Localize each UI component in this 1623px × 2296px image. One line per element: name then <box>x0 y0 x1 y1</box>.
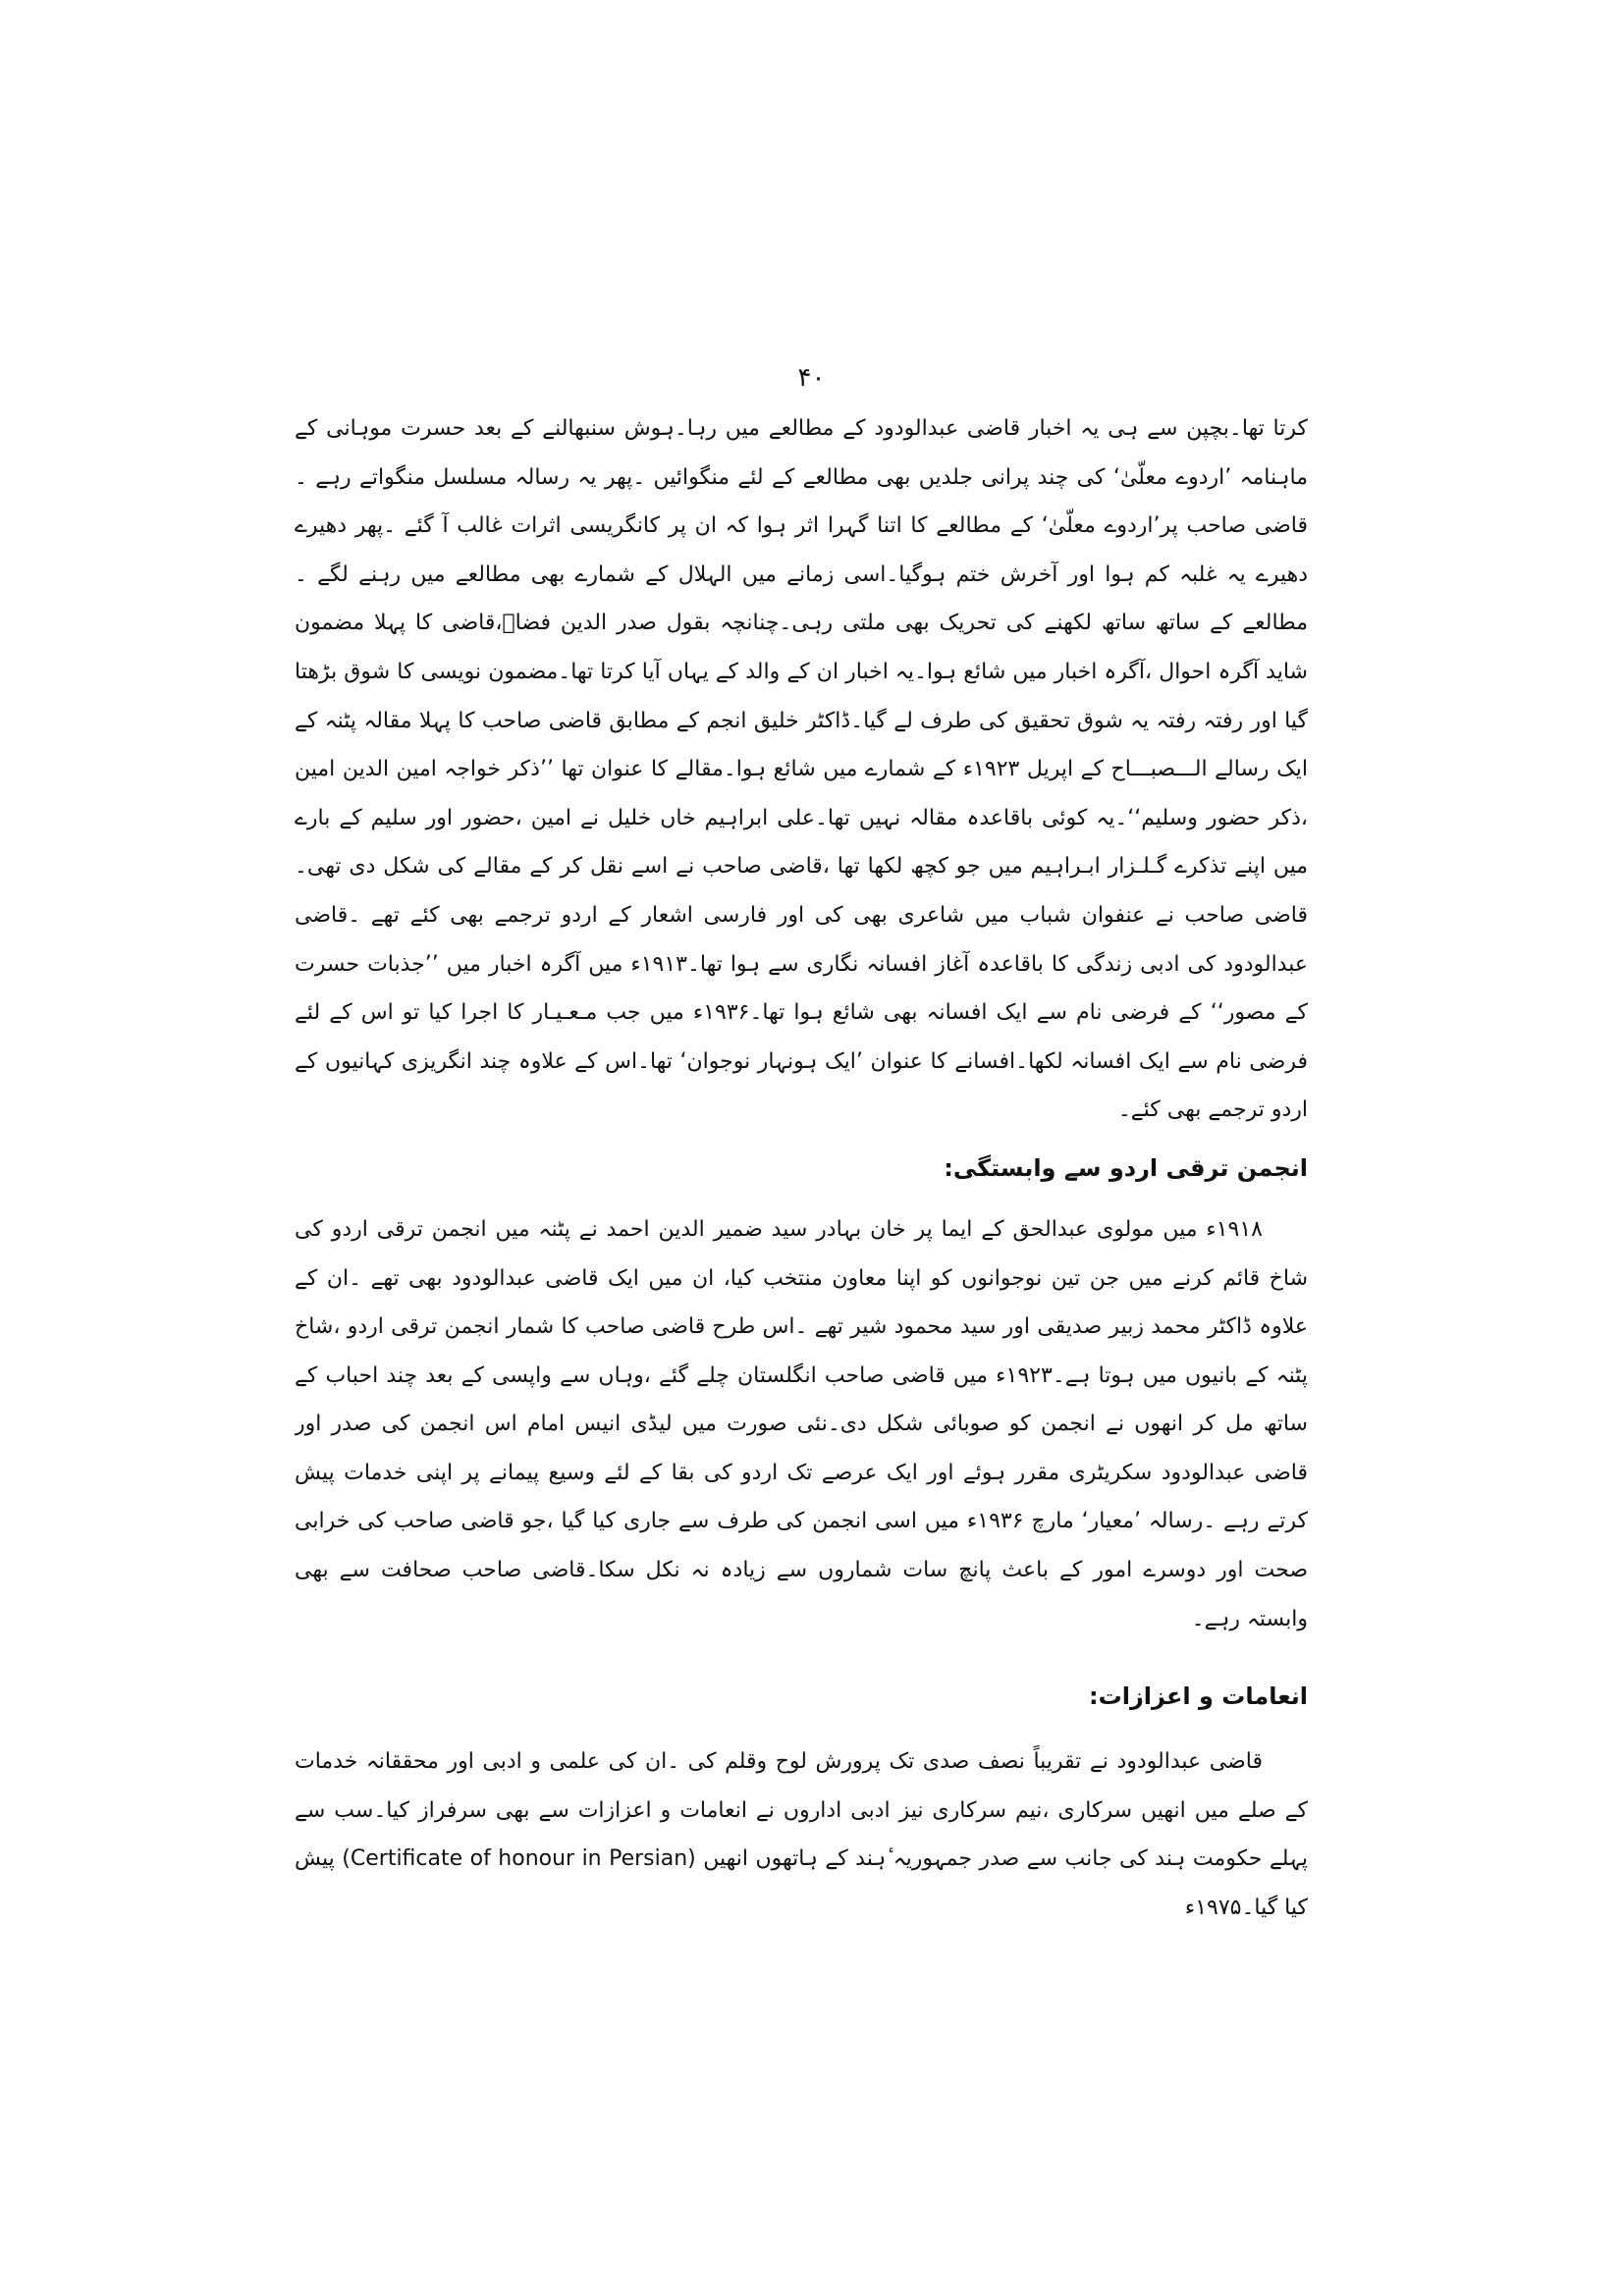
page-body <box>295 404 1308 2250</box>
section-heading-awards: انعامات و اعزازات: <box>1089 1682 1308 1711</box>
paragraph-early-life: کرتا تھا۔بچپن سے ہی یہ اخبار قاضی عبدالودود کے مطالعے میں رہا۔ہوش سنبھالنے کے بعد حسرت موہانی کے ماہنامہ ’اردوے معلّیٰ‘ کی چند پرانی جلدیں بھی مطالعے کے لئے منگوائیں ۔پھر یہ رسالہ مسلسل منگواتے رہے ۔قاضی صاحب پر’اردوے معلّیٰ‘ کے مطالعے کا اتنا گہرا اثر ہوا کہ ان پر کانگریسی اثرات غالب آ گئے ۔پھر دھیرے دھیرے یہ غلبہ کم ہوا اور آخرش ختم ہوگیا۔اسی زمانے میں الہلال کے شمارے بھی مطالعے میں رہنے لگے ۔مطالعے کے ساتھ ساتھ لکھنے کی تحریک بھی ملتی رہی۔چنانچہ بقول صدر الدین فضاؔ،قاضی کا پہلا مضمون شاید آگرہ احوال ،آگرہ اخبار میں شائع ہوا۔یہ اخبار ان کے والد کے یہاں آیا کرتا تھا۔مضمون نویسی کا شوق بڑھتا گیا اور رفتہ رفتہ یہ شوق تحقیق کی طرف لے گیا۔ڈاکٹر خلیق انجم کے مطابق قاضی صاحب کا پہلا مقالہ پٹنہ کے ایک رسالے الـــصبـــاح کے اپریل ۱۹۲۳ء کے شمارے میں شائع ہوا۔مقالے کا عنوان تھا ’’ذکر خواجہ امین الدین امین ،ذکر حضور وسلیم‘‘۔یہ کوئی باقاعدہ مقالہ نہیں تھا۔علی ابراہیم خاں خلیل نے امین ،حضور اور سلیم کے بارے میں اپنے تذکرے گـلـزار ابـراہیم میں جو کچھ لکھا تھا ،قاضی صاحب نے اسے نقل کر کے مقالے کی شکل دی تھی۔قاضی صاحب نے عنفوان شباب میں شاعری بھی کی اور فارسی اشعار کے اردو ترجمے بھی کئے تھے ۔قاضی عبدالودود کی ادبی زندگی کا باقاعدہ آغاز افسانہ نگاری سے ہوا تھا۔۱۹۱۳ء میں آگرہ اخبار میں ’’جذبات حسرت کے مصور‘‘ کے فرضی نام سے ایک افسانہ بھی شائع ہوا تھا۔۱۹۳۶ء میں جب مـعـیـار کا اجرا کیا تو اس کے لئے فرضی نام سے ایک افسانہ لکھا۔افسانے کا عنوان ’ایک ہونہار نوجوان‘ تھا۔اس کے علاوہ چند انگریزی کہانیوں کے اردو ترجمے بھی کئے۔ <box>295 416 1308 1123</box>
page-number: ۴۰ <box>797 363 826 393</box>
paragraph-awards: قاضی عبدالودود نے تقریباً نصف صدی تک پرورش لوح وقلم کی ۔ان کی علمی و ادبی اور محققانہ خدمات کے صلے میں انھیں سرکاری ،نیم سرکاری نیز ادبی اداروں نے انعامات و اعزازات سے بھی سرفراز کیا۔سب سے پہلے حکومت ہند کی جانب سے صدر جمہوریہ ٔہند کے ہاتھوں انھیں (Certificate of honour in Persian) پیش کیا گیا۔۱۹۷۵ء <box>295 1749 1308 1921</box>
section-heading-anjuman: انجمن ترقی اردو سے وابستگی: <box>944 1153 1308 1182</box>
paragraph-anjuman: ۱۹۱۸ء میں مولوی عبدالحق کے ایما پر خان بہادر سید ضمیر الدین احمد نے پٹنہ میں انجمن ترقی اردو کی شاخ قائم کرنے میں جن تین نوجوانوں کو اپنا معاون منتخب کیا، ان میں ایک قاضی عبدالودود بھی تھے ۔ان کے علاوہ ڈاکٹر محمد زبیر صدیقی اور سید محمود شیر تھے ۔اس طرح قاضی صاحب کا شمار انجمن ترقی اردو ،شاخ پٹنہ کے بانیوں میں ہوتا ہے۔۱۹۲۳ء میں قاضی صاحب انگلستان چلے گئے ،وہاں سے واپسی کے بعد چند احباب کے ساتھ مل کر انھوں نے انجمن کو صوبائی شکل دی۔نئی صورت میں لیڈی انیس امام اس انجمن کی صدر اور قاضی عبدالودود سکریٹری مقرر ہوئے اور ایک عرصے تک اردو کی بقا کے لئے وسیع پیمانے پر اپنی خدمات پیش کرتے رہے ۔رسالہ ’معیار‘ مارچ ۱۹۳۶ء میں اسی انجمن کی طرف سے جاری کیا گیا ،جو قاضی صاحب کی خرابی صحت اور دوسرے امور کے باعث پانچ سات شماروں سے زیادہ نہ نکل سکا۔قاضی صاحب صحافت سے بھی وابستہ رہے۔ <box>295 1216 1308 1631</box>
